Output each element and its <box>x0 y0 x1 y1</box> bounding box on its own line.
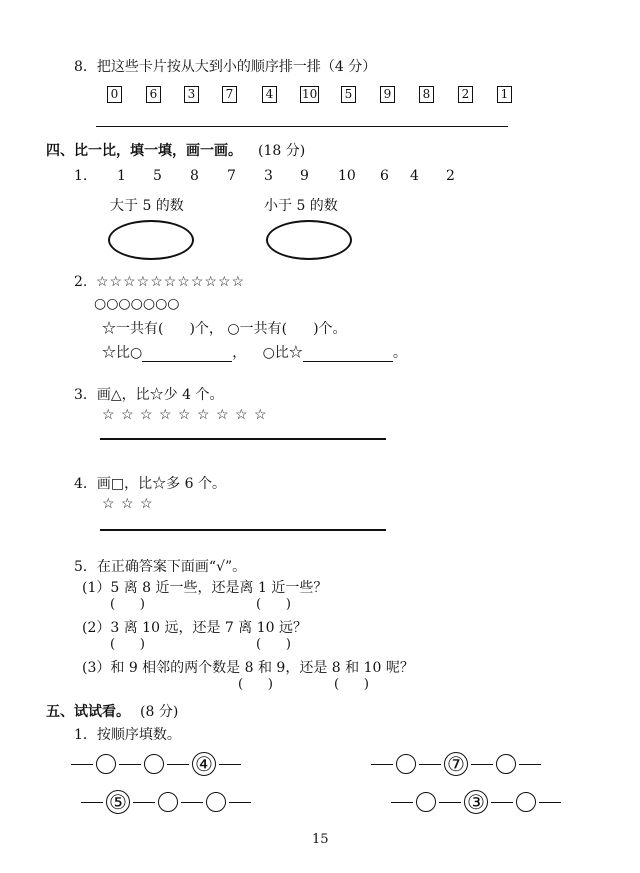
chain-dash <box>491 802 513 803</box>
section5-points: (8 分) <box>140 704 179 720</box>
chain-dash <box>471 764 493 765</box>
q1-number: 1. <box>74 168 88 184</box>
q2-line2-d: 。 <box>392 345 407 361</box>
q5-item1-b[interactable]: ( ) <box>256 597 291 612</box>
ellipse-less <box>266 220 352 260</box>
sequence-chain-3 <box>78 790 254 814</box>
number-card: 8 <box>419 86 434 103</box>
number-circle: ⑤ <box>106 790 130 814</box>
chain-dash <box>119 764 141 765</box>
number-circle: ④ <box>192 752 216 776</box>
number-card: 10 <box>302 87 318 101</box>
number-item: 8 <box>190 168 199 184</box>
q3-answer-line <box>100 438 386 440</box>
number-circle[interactable] <box>158 792 178 812</box>
number-item: 2 <box>446 168 455 184</box>
number-item: 7 <box>227 168 236 184</box>
chain-dash <box>439 802 461 803</box>
number-circle[interactable] <box>206 792 226 812</box>
q2-line1-a: ☆一共有( <box>102 321 164 337</box>
q5-item2: (2）3 离 10 远，还是 7 离 10 远？ <box>82 620 307 636</box>
number-card: 9 <box>380 86 395 103</box>
q2-circles: ○○○○○○○ <box>94 296 180 312</box>
number-circle[interactable] <box>96 754 116 774</box>
number-circle[interactable] <box>496 754 516 774</box>
section4-points: (18 分) <box>258 143 306 159</box>
q2-blank-1[interactable] <box>142 347 232 362</box>
q2-line1-d: )个。 <box>313 321 347 337</box>
chain-dash <box>519 764 541 765</box>
q2-line2-a: ☆比○ <box>102 345 143 361</box>
chain-dash <box>391 802 413 803</box>
ellipse-greater <box>108 220 194 260</box>
q5-text: 5．在正确答案下面画“√”。 <box>74 559 247 575</box>
number-card: 1 <box>497 86 512 103</box>
q2-line1-b: )个， <box>189 321 223 337</box>
section4-heading: 四、比一比，填一填，画一画。 <box>46 143 242 159</box>
q5-item3-b[interactable]: ( ) <box>334 677 369 692</box>
number-card: 5 <box>341 86 356 103</box>
chain-dash <box>167 764 189 765</box>
chain-dash <box>219 764 241 765</box>
chain-dash <box>71 764 93 765</box>
label-less-than-5: 小于 5 的数 <box>264 198 338 214</box>
number-card: 2 <box>458 86 473 103</box>
q5-item1-a[interactable]: ( ) <box>110 597 145 612</box>
q2-line2 <box>102 342 407 362</box>
number-item: 4 <box>410 168 419 184</box>
number-circle[interactable] <box>144 754 164 774</box>
label-greater-than-5: 大于 5 的数 <box>110 198 184 214</box>
number-item: 6 <box>380 168 389 184</box>
number-circle: ⑦ <box>444 752 468 776</box>
number-card: 3 <box>184 86 199 103</box>
chain-dash <box>81 802 103 803</box>
q2-line1 <box>102 318 347 338</box>
chain-dash <box>181 802 203 803</box>
q8-answer-line <box>96 126 508 127</box>
page-number: 15 <box>312 832 329 847</box>
q5-item2-b[interactable]: ( ) <box>256 637 291 652</box>
q2-line2-b: ， <box>232 345 247 361</box>
q3-stars: ☆ ☆ ☆ ☆ ☆ ☆ ☆ ☆ ☆ <box>102 407 267 423</box>
q4-answer-line <box>100 529 386 531</box>
chain-dash <box>371 764 393 765</box>
number-circle[interactable] <box>416 792 436 812</box>
q4-text: 4．画□，比☆多 6 个。 <box>74 476 226 492</box>
number-card: 0 <box>107 86 122 103</box>
number-card: 4 <box>262 86 277 103</box>
number-item: 5 <box>153 168 162 184</box>
number-item: 9 <box>300 168 309 184</box>
chain-dash <box>133 802 155 803</box>
q5-item3-a[interactable]: ( ) <box>238 677 273 692</box>
q2-number: 2. <box>74 274 88 290</box>
q2-line2-c: ○比☆ <box>262 345 303 361</box>
number-item: 3 <box>264 168 273 184</box>
sequence-chain-4 <box>388 790 564 814</box>
q2-line1-c: ○一共有( <box>227 321 288 337</box>
q8-text: 8．把这些卡片按从大到小的顺序排一排（4 分） <box>74 59 377 75</box>
number-item: 10 <box>338 168 356 184</box>
sequence-chain-2 <box>368 752 544 776</box>
q2-blank-2[interactable] <box>303 347 393 362</box>
number-circle[interactable] <box>396 754 416 774</box>
q3-text: 3．画△，比☆少 4 个。 <box>74 387 224 403</box>
chain-dash <box>419 764 441 765</box>
chain-dash <box>539 802 561 803</box>
chain-dash <box>229 802 251 803</box>
number-card: 6 <box>146 86 161 103</box>
q5-item3: (3）和 9 相邻的两个数是 8 和 9，还是 8 和 10 呢？ <box>82 660 414 676</box>
q5-item2-a[interactable]: ( ) <box>110 637 145 652</box>
q4-stars: ☆ ☆ ☆ <box>102 496 153 512</box>
number-circle: ③ <box>464 790 488 814</box>
number-item: 1 <box>117 168 126 184</box>
q5-item1: (1）5 离 8 近一些，还是离 1 近一些？ <box>82 580 328 596</box>
section5-heading: 五、试试看。 <box>46 704 130 720</box>
q2-stars: ☆☆☆☆☆☆☆☆☆☆☆ <box>96 274 246 290</box>
s5-q1-text: 1．按顺序填数。 <box>74 727 181 743</box>
number-card: 7 <box>222 86 237 103</box>
sequence-chain-1 <box>68 752 244 776</box>
number-circle[interactable] <box>516 792 536 812</box>
